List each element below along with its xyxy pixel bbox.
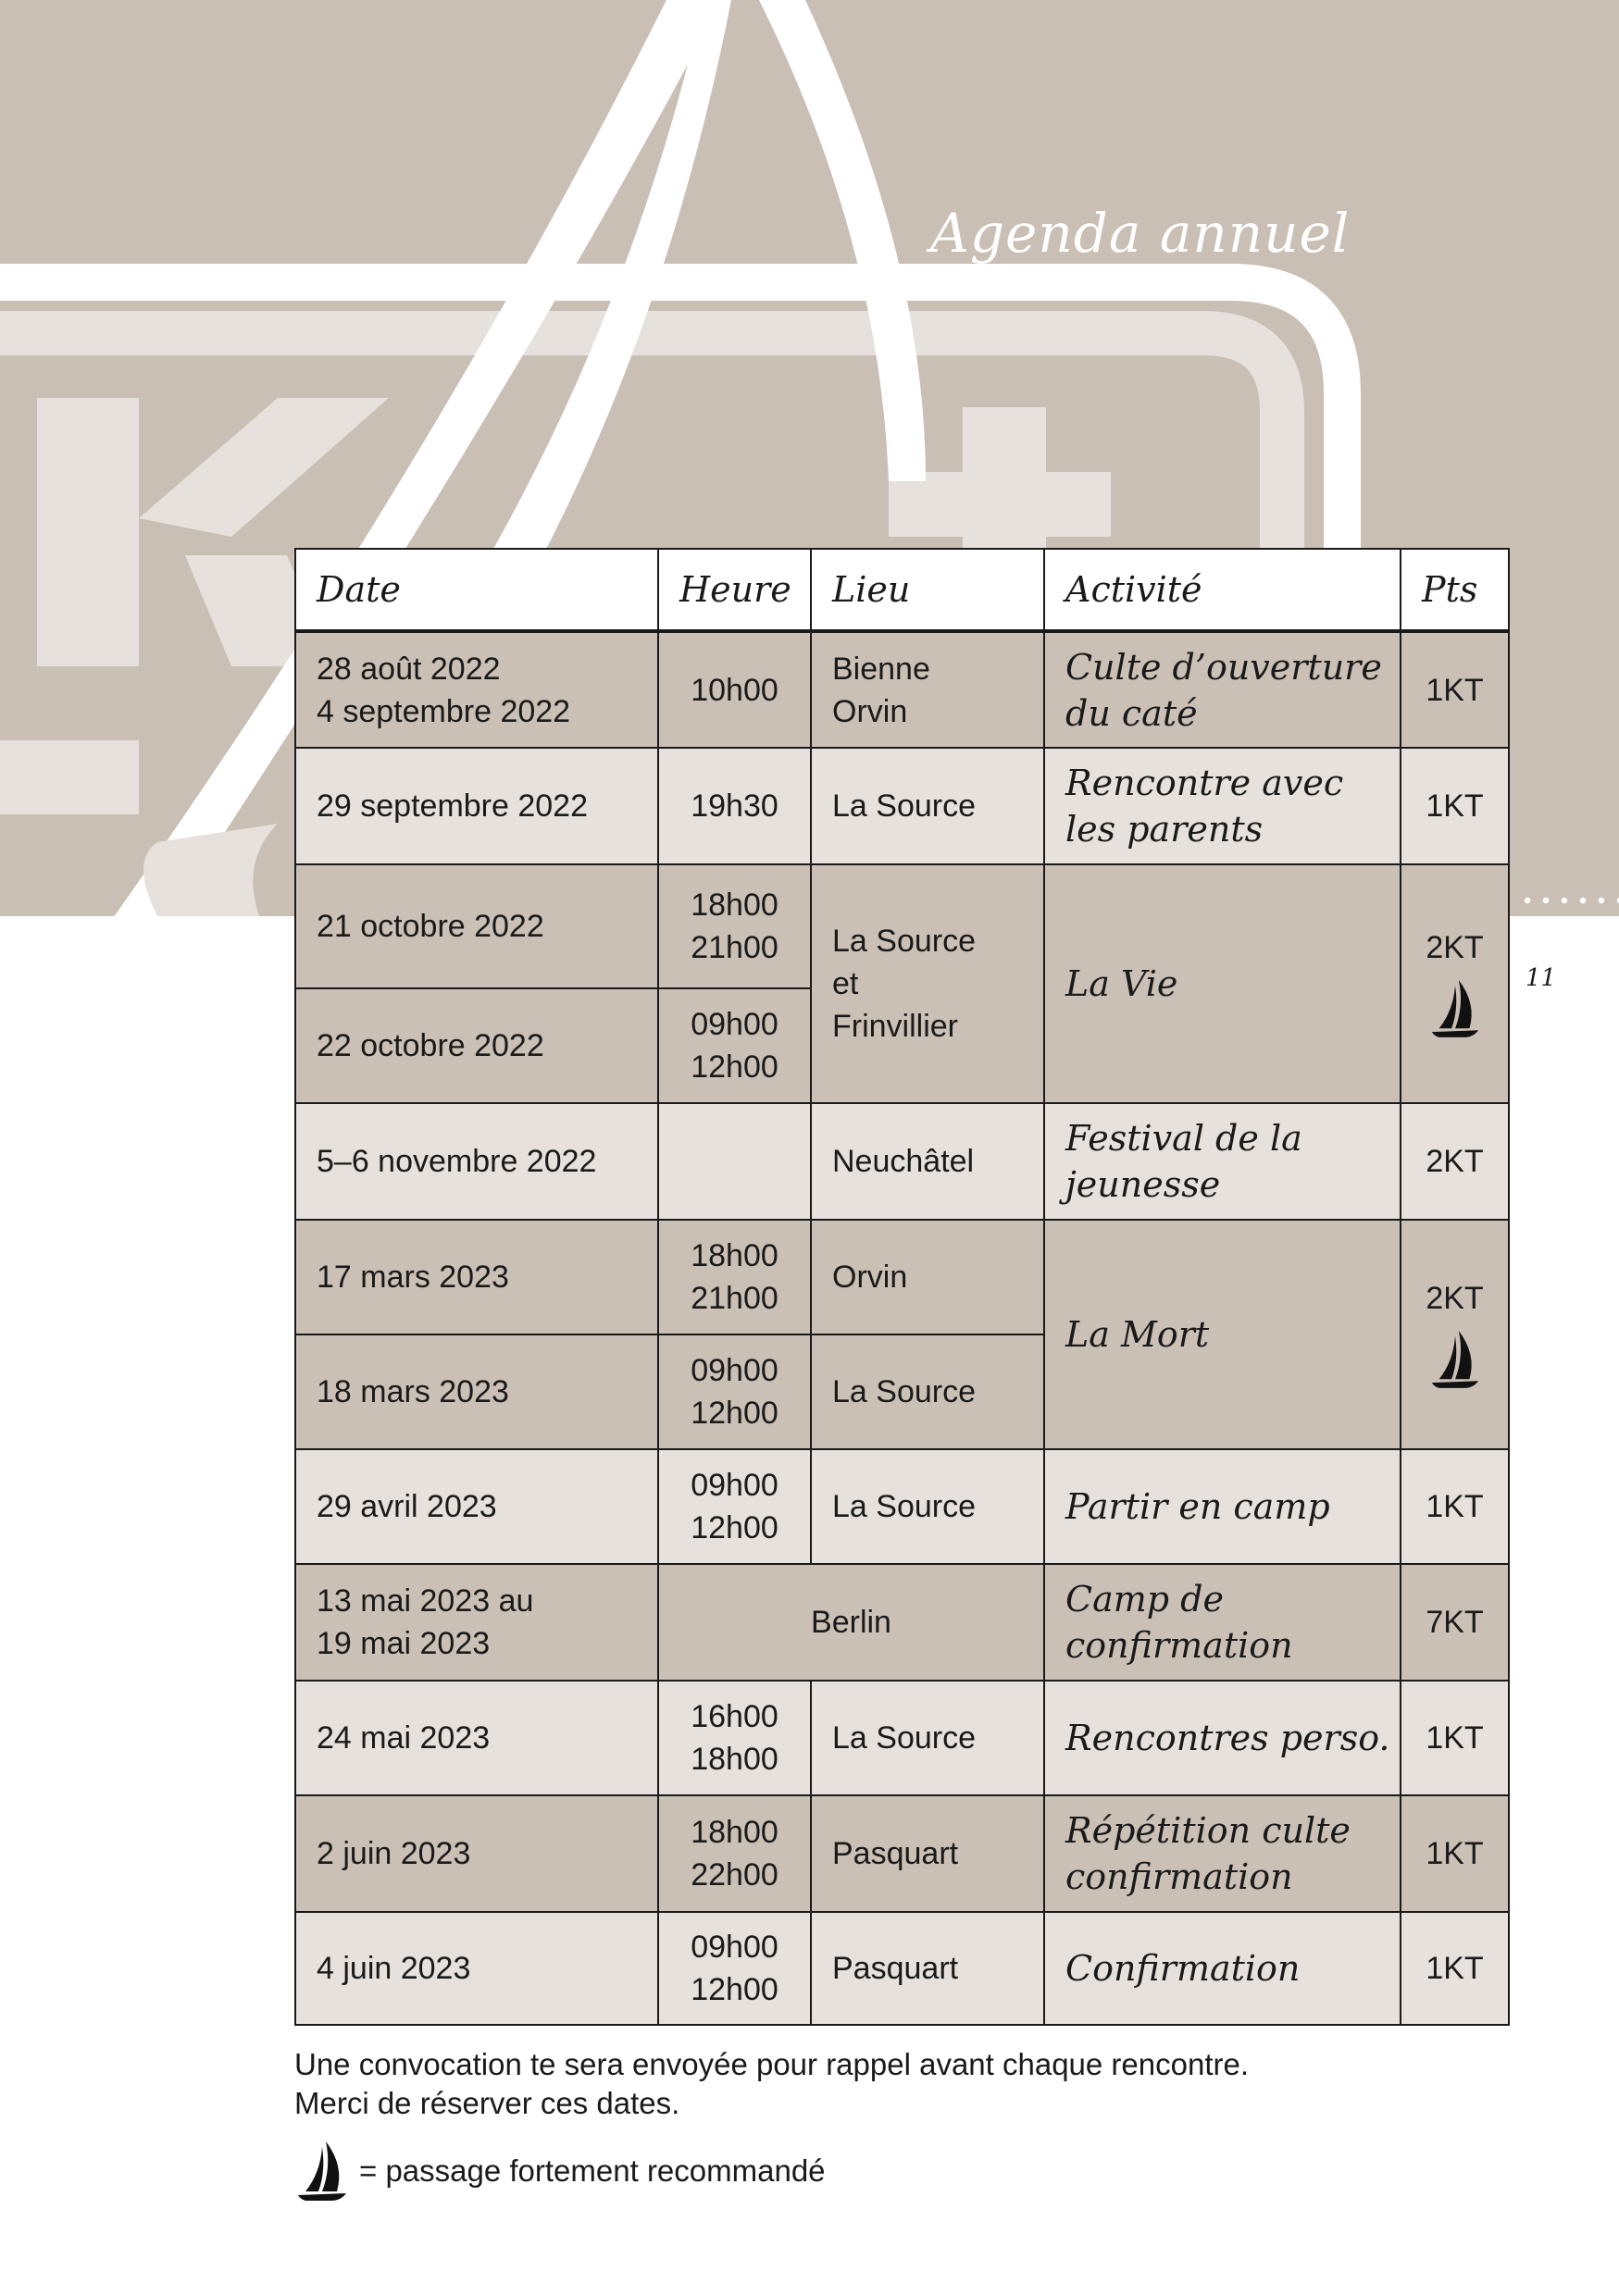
table-header-row [295,549,1509,631]
cell-date: 5–6 novembre 2022 [295,1103,658,1220]
sailboat-icon [1428,1327,1482,1392]
cell-pts: 2KT [1401,864,1509,1103]
cell-heure: 16h00 18h00 [658,1681,811,1795]
cell-date: 18 mars 2023 [295,1334,658,1449]
cell-heure: 09h00 12h00 [658,1912,811,2025]
cell-heure: 09h00 12h00 [658,1449,811,1564]
legend [294,2138,826,2204]
header-pts: Pts [1401,549,1509,631]
cell-activite: Rencontre avec les parents [1044,748,1401,864]
legend-text: = passage fortement recommandé [359,2153,826,2188]
cell-activite: Festival de la jeunesse [1044,1103,1401,1220]
cell-date: 22 octobre 2022 [295,988,658,1103]
cell-pts: 1KT [1401,1681,1509,1795]
page-number: 11 [1526,964,1557,992]
cell-date: 4 juin 2023 [295,1912,658,2025]
cell-pts: 1KT [1401,1795,1509,1912]
cell-lieu: La Source [811,1334,1044,1449]
footer-note [294,2045,1249,2123]
cell-pts: 1KT [1401,748,1509,864]
cell-heure: 18h00 21h00 [658,1220,811,1334]
header-lieu: Lieu [811,549,1044,631]
header-date: Date [295,549,658,631]
cell-heure: 09h00 12h00 [658,988,811,1103]
cell-date: 24 mai 2023 [295,1681,658,1795]
table-row [295,1795,1509,1912]
cell-pts: 1KT [1401,1449,1509,1564]
cell-heure: 10h00 [658,631,811,748]
cell-lieu: La Source et Frinvillier [811,864,1044,1103]
cell-pts: 2KT [1401,1220,1509,1449]
cell-lieu: Pasquart [811,1795,1044,1912]
table-row [295,1449,1509,1564]
dotted-line [1518,896,1619,905]
cell-heure: 18h00 22h00 [658,1795,811,1912]
cell-activite: La Vie [1044,864,1401,1103]
cell-lieu: Pasquart [811,1912,1044,2025]
table-row [295,1681,1509,1795]
footer-line-1: Une convocation te sera envoyée pour rappel avant chaque rencontre. [294,2047,1250,2081]
cell-pts: 1KT [1401,1912,1509,2025]
cell-pts: 1KT [1401,631,1509,748]
cell-date: 28 août 2022 4 septembre 2022 [295,631,658,748]
cell-lieu: Neuchâtel [811,1103,1044,1220]
cell-activite: Répétition culte confirmation [1044,1795,1401,1912]
cell-lieu: La Source [811,748,1044,864]
cell-heure [658,1103,811,1220]
table-row [295,748,1509,864]
sailboat-icon [1428,976,1482,1041]
footer-line-2: Merci de réserver ces dates. [294,2086,680,2120]
cell-date: 21 octobre 2022 [295,864,658,988]
cell-activite: Camp de confirmation [1044,1564,1401,1681]
cell-activite: Rencontres perso. [1044,1681,1401,1795]
table-row [295,1912,1509,2025]
cell-date: 29 septembre 2022 [295,748,658,864]
cell-activite: Confirmation [1044,1912,1401,2025]
agenda-table [294,548,1510,2026]
header-activite: Activité [1044,549,1401,631]
cell-heure: 18h00 21h00 [658,864,811,988]
table-row [295,1220,1509,1334]
table-row [295,1103,1509,1220]
cell-date: 13 mai 2023 au 19 mai 2023 [295,1564,658,1681]
cell-lieu: La Source [811,1449,1044,1564]
cell-lieu: Berlin [658,1564,1044,1681]
cell-lieu: La Source [811,1681,1044,1795]
table-row [295,1564,1509,1681]
cell-lieu: Bienne Orvin [811,631,1044,748]
cell-date: 2 juin 2023 [295,1795,658,1912]
cell-heure: 09h00 12h00 [658,1334,811,1449]
table-row [295,864,1509,988]
table-row [295,631,1509,748]
header-heure: Heure [658,549,811,631]
cell-activite: La Mort [1044,1220,1401,1449]
cell-heure: 19h30 [658,748,811,864]
cell-lieu: Orvin [811,1220,1044,1334]
sailboat-icon [294,2138,350,2204]
cell-activite: Culte d’ouverture du caté [1044,631,1401,748]
cell-activite: Partir en camp [1044,1449,1401,1564]
cell-pts: 7KT [1401,1564,1509,1681]
cell-pts: 2KT [1401,1103,1509,1220]
page-title: Agenda annuel [930,202,1351,265]
cell-date: 17 mars 2023 [295,1220,658,1334]
cell-date: 29 avril 2023 [295,1449,658,1564]
